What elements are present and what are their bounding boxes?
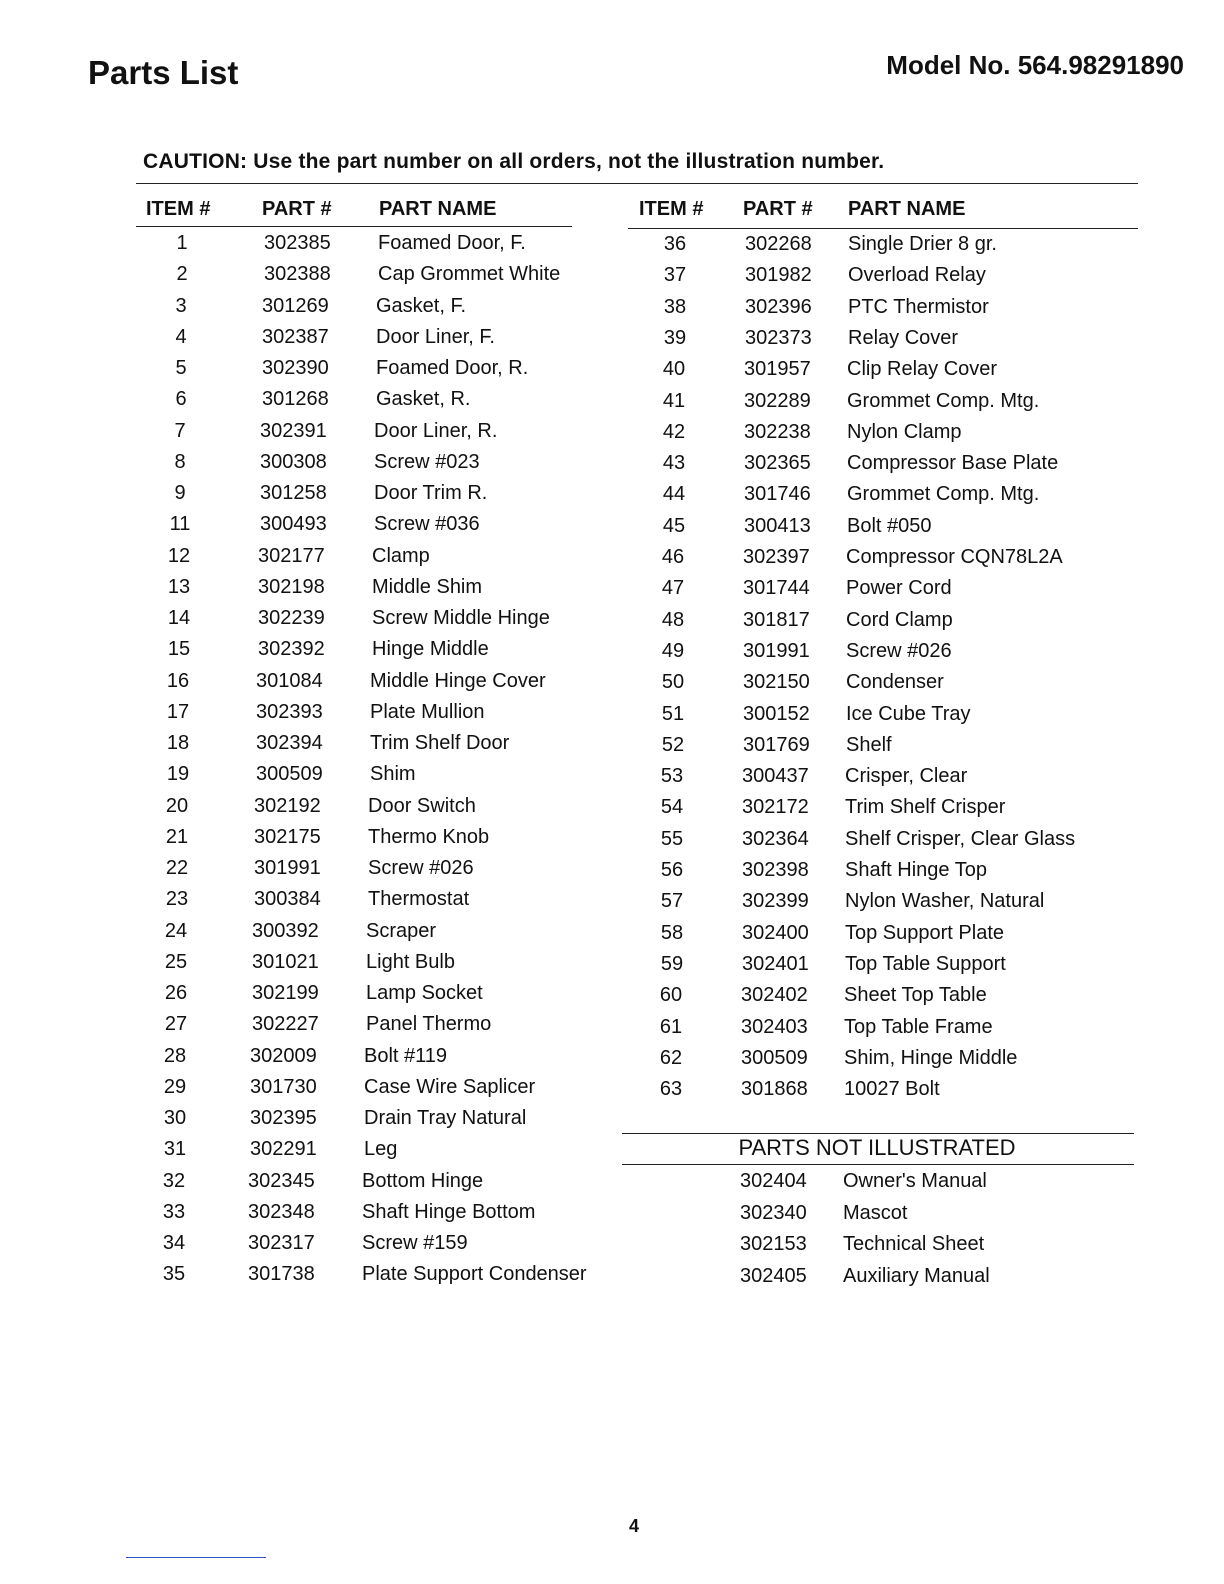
- part-number: 302394: [256, 732, 323, 754]
- part-name: Door Switch: [368, 794, 476, 817]
- left-header-divider: [136, 226, 572, 227]
- caution-divider: [136, 183, 1138, 184]
- part-name: Shelf: [846, 733, 892, 756]
- page-title: Parts List: [88, 54, 239, 91]
- part-name: Mascot: [843, 1201, 908, 1224]
- part-number: 300392: [252, 919, 319, 942]
- part-number: 302392: [258, 638, 325, 661]
- part-name: Door Trim R.: [374, 482, 488, 504]
- part-name: Middle Shim: [372, 575, 483, 598]
- part-number: 300493: [260, 513, 327, 536]
- part-name: Compressor CQN78L2A: [846, 546, 1063, 568]
- part-number: 301982: [745, 264, 812, 287]
- part-number: 302391: [260, 419, 327, 442]
- item-number: 40: [662, 358, 686, 381]
- part-number: 302397: [743, 546, 810, 568]
- item-number: 32: [162, 1169, 186, 1192]
- part-name: Nylon Washer, Natural: [845, 890, 1045, 913]
- item-number: 59: [660, 952, 684, 975]
- part-number: 302404: [740, 1170, 807, 1192]
- part-name: Case Wire Saplicer: [364, 1075, 536, 1098]
- item-number: 45: [662, 514, 686, 537]
- part-name: Gasket, R.: [376, 388, 471, 411]
- part-name: Gasket, F.: [376, 294, 467, 317]
- part-number: 301746: [744, 483, 811, 506]
- part-number: 302317: [248, 1232, 315, 1254]
- part-name: Thermostat: [368, 888, 470, 911]
- item-number: 1: [176, 232, 188, 254]
- item-number: 15: [167, 638, 191, 661]
- item-number: 37: [663, 264, 687, 287]
- model-number: Model No. 564.98291890: [886, 50, 1184, 80]
- part-name: Thermo Knob: [368, 825, 490, 848]
- part-number: 301084: [256, 669, 323, 692]
- item-number: 39: [663, 326, 687, 349]
- part-name: Plate Support Condenser: [362, 1263, 587, 1286]
- part-name: Screw #023: [374, 450, 480, 473]
- item-number: 52: [661, 733, 685, 756]
- part-name: Scraper: [366, 919, 437, 942]
- part-name: Grommet Comp. Mtg.: [847, 483, 1040, 506]
- part-number: 302396: [745, 295, 812, 318]
- part-number: 302009: [250, 1044, 317, 1067]
- part-number: 302400: [742, 921, 809, 944]
- part-name: Cap Grommet White: [378, 263, 561, 286]
- part-number: 300509: [741, 1046, 808, 1069]
- part-number: 302365: [744, 452, 811, 475]
- part-number: 300509: [256, 763, 323, 786]
- part-name: Ice Cube Tray: [846, 702, 971, 725]
- item-number: 30: [163, 1107, 187, 1129]
- part-name: Panel Thermo: [366, 1013, 492, 1036]
- part-number: 300152: [743, 702, 810, 725]
- part-number: 300384: [254, 888, 321, 911]
- item-number: 63: [659, 1078, 683, 1101]
- item-number: 61: [659, 1015, 683, 1038]
- part-number: 301744: [743, 577, 810, 600]
- item-number: 60: [659, 984, 683, 1007]
- part-number: 302192: [254, 794, 321, 817]
- part-number: 302403: [741, 1015, 808, 1038]
- part-number: 301269: [262, 294, 329, 317]
- item-number: 62: [659, 1046, 683, 1069]
- item-number: 13: [167, 575, 191, 598]
- part-number: 302153: [740, 1233, 807, 1255]
- part-name: Relay Cover: [848, 326, 959, 349]
- part-number: 300413: [744, 514, 811, 537]
- part-name: Clamp: [372, 544, 430, 567]
- parts-not-illustrated-title: PARTS NOT ILLUSTRATED: [738, 1135, 1016, 1160]
- item-number: 16: [166, 669, 190, 692]
- item-number: 3: [175, 294, 187, 317]
- part-number: 302388: [264, 263, 331, 286]
- part-number: 302405: [740, 1264, 807, 1287]
- left-header-item: ITEM #: [146, 198, 211, 220]
- left-header-part: PART #: [262, 198, 332, 220]
- item-number: 20: [165, 794, 189, 817]
- item-number: 23: [165, 888, 189, 911]
- part-name: Shaft Hinge Bottom: [362, 1200, 536, 1223]
- caution-note: CAUTION: Use the part number on all orders, not the illustration number.: [143, 150, 885, 173]
- part-name: Door Liner, F.: [376, 325, 495, 348]
- part-name: Condenser: [846, 671, 944, 694]
- part-name: Grommet Comp. Mtg.: [847, 389, 1040, 412]
- part-number: 302401: [742, 952, 809, 975]
- item-number: 25: [164, 950, 188, 973]
- part-number: 302268: [745, 233, 812, 255]
- part-name: Door Liner, R.: [374, 419, 498, 442]
- part-number: 302175: [254, 825, 321, 848]
- item-number: 22: [165, 857, 189, 879]
- part-number: 301769: [743, 733, 810, 756]
- item-number: 4: [175, 325, 187, 348]
- part-name: Hinge Middle: [372, 638, 489, 661]
- part-name: Crisper, Clear: [845, 765, 968, 788]
- item-number: 41: [662, 389, 686, 412]
- part-number: 302340: [740, 1201, 807, 1224]
- part-number: 301817: [743, 608, 810, 631]
- part-number: 300308: [260, 450, 327, 473]
- part-number: 302385: [264, 232, 331, 254]
- pni-top-divider: [622, 1133, 1134, 1134]
- part-number: 302399: [742, 890, 809, 913]
- part-name: Bolt #119: [364, 1044, 448, 1067]
- part-number: 302239: [258, 607, 325, 629]
- part-number: 302390: [262, 357, 329, 379]
- part-name: Technical Sheet: [843, 1233, 985, 1255]
- part-name: Cord Clamp: [846, 608, 953, 631]
- part-number: 302373: [745, 326, 812, 349]
- part-number: 301957: [744, 358, 811, 381]
- item-number: 43: [662, 452, 686, 475]
- part-name: Clip Relay Cover: [847, 358, 998, 381]
- item-number: 51: [661, 702, 685, 725]
- page-number: 4: [628, 1516, 639, 1536]
- part-number: 301730: [250, 1075, 317, 1098]
- part-name: Middle Hinge Cover: [370, 669, 546, 692]
- part-name: Auxiliary Manual: [843, 1264, 990, 1287]
- part-name: Top Table Frame: [844, 1015, 993, 1038]
- item-number: 31: [163, 1138, 187, 1161]
- item-number: 21: [165, 825, 189, 848]
- item-number: 49: [661, 639, 685, 662]
- part-name: Shim, Hinge Middle: [844, 1046, 1018, 1069]
- right-header-item: ITEM #: [639, 198, 704, 220]
- part-name: Top Support Plate: [845, 921, 1004, 944]
- part-name: 10027 Bolt: [844, 1078, 940, 1101]
- part-number: 302150: [743, 671, 810, 694]
- item-number: 8: [174, 450, 186, 473]
- item-number: 35: [162, 1263, 186, 1286]
- part-number: 302198: [258, 575, 325, 598]
- part-name: Single Drier 8 gr.: [848, 233, 997, 255]
- part-name: PTC Thermistor: [848, 295, 989, 318]
- item-number: 9: [174, 482, 186, 504]
- part-name: Owner's Manual: [843, 1170, 987, 1192]
- part-name: Foamed Door, F.: [378, 232, 526, 254]
- part-name: Shelf Crisper, Clear Glass: [845, 827, 1076, 850]
- part-number: 301991: [254, 857, 321, 879]
- right-header-part: PART #: [743, 198, 813, 220]
- item-number: 47: [661, 577, 685, 600]
- part-number: 302348: [248, 1200, 315, 1223]
- part-number: 302398: [742, 859, 809, 881]
- part-number: 301258: [260, 482, 327, 504]
- part-name: Bottom Hinge: [362, 1169, 484, 1192]
- item-number: 34: [162, 1232, 186, 1254]
- part-number: 302364: [742, 827, 809, 850]
- part-number: 302238: [744, 420, 811, 443]
- item-number: 58: [660, 921, 684, 944]
- part-name: Shaft Hinge Top: [845, 859, 987, 881]
- item-number: 24: [164, 919, 188, 942]
- right-header-name: PART NAME: [848, 198, 966, 220]
- item-number: 55: [660, 827, 684, 850]
- item-number: 12: [167, 544, 191, 567]
- part-number: 302402: [741, 984, 808, 1007]
- part-name: Compressor Base Plate: [847, 452, 1059, 475]
- part-name: Power Cord: [846, 577, 952, 600]
- part-number: 302345: [248, 1169, 315, 1192]
- part-name: Overload Relay: [848, 264, 986, 287]
- part-name: Screw #026: [846, 639, 952, 662]
- item-number: 46: [661, 546, 685, 568]
- item-number: 56: [660, 859, 684, 881]
- part-number: 302177: [258, 544, 325, 567]
- part-number: 301991: [743, 639, 810, 662]
- part-number: 302227: [252, 1013, 319, 1036]
- part-name: Shim: [370, 763, 416, 786]
- item-number: 11: [169, 513, 191, 536]
- part-name: Lamp Socket: [366, 982, 483, 1004]
- item-number: 38: [663, 295, 687, 318]
- item-number: 27: [164, 1013, 188, 1036]
- item-number: 48: [661, 608, 685, 631]
- item-number: 26: [164, 982, 188, 1004]
- item-number: 42: [662, 420, 686, 443]
- item-number: 44: [662, 483, 686, 506]
- part-number: 302291: [250, 1138, 317, 1161]
- part-name: Drain Tray Natural: [364, 1107, 527, 1129]
- part-name: Screw #159: [362, 1232, 468, 1254]
- part-name: Sheet Top Table: [844, 984, 987, 1007]
- part-name: Screw #036: [374, 513, 480, 536]
- part-name: Trim Shelf Door: [370, 732, 510, 754]
- pni-bottom-divider: [622, 1164, 1134, 1165]
- part-name: Leg: [364, 1138, 398, 1161]
- item-number: 17: [166, 700, 190, 723]
- part-number: 302393: [256, 700, 323, 723]
- item-number: 5: [175, 357, 187, 379]
- part-name: Screw Middle Hinge: [372, 607, 550, 629]
- part-name: Top Table Support: [845, 952, 1006, 975]
- item-number: 14: [167, 607, 191, 629]
- item-number: 36: [663, 233, 687, 255]
- item-number: 50: [661, 671, 685, 694]
- part-name: Trim Shelf Crisper: [845, 796, 1006, 819]
- item-number: 57: [660, 890, 684, 913]
- part-number: 301868: [741, 1078, 808, 1101]
- part-name: Plate Mullion: [370, 700, 485, 723]
- item-number: 7: [174, 419, 186, 442]
- part-number: 300437: [742, 765, 809, 788]
- part-number: 301738: [248, 1263, 315, 1286]
- item-number: 33: [162, 1200, 186, 1223]
- part-name: Bolt #050: [847, 514, 932, 537]
- part-name: Nylon Clamp: [847, 420, 962, 443]
- part-number: 302395: [250, 1107, 317, 1129]
- item-number: 2: [176, 263, 188, 286]
- part-number: 301268: [262, 388, 329, 411]
- part-number: 302172: [742, 796, 809, 819]
- part-number: 302289: [744, 389, 811, 412]
- part-number: 302387: [262, 325, 329, 348]
- item-number: 19: [166, 763, 190, 786]
- item-number: 53: [660, 765, 684, 788]
- item-number: 54: [660, 796, 684, 819]
- item-number: 18: [166, 732, 190, 754]
- left-header-name: PART NAME: [379, 198, 497, 220]
- item-number: 29: [163, 1075, 187, 1098]
- part-name: Screw #026: [368, 857, 474, 879]
- part-number: 302199: [252, 982, 319, 1004]
- corner-mark: [126, 1557, 266, 1558]
- item-number: 6: [175, 388, 187, 411]
- part-name: Light Bulb: [366, 950, 455, 973]
- part-name: Foamed Door, R.: [376, 357, 529, 379]
- part-number: 301021: [252, 950, 319, 973]
- item-number: 28: [163, 1044, 187, 1067]
